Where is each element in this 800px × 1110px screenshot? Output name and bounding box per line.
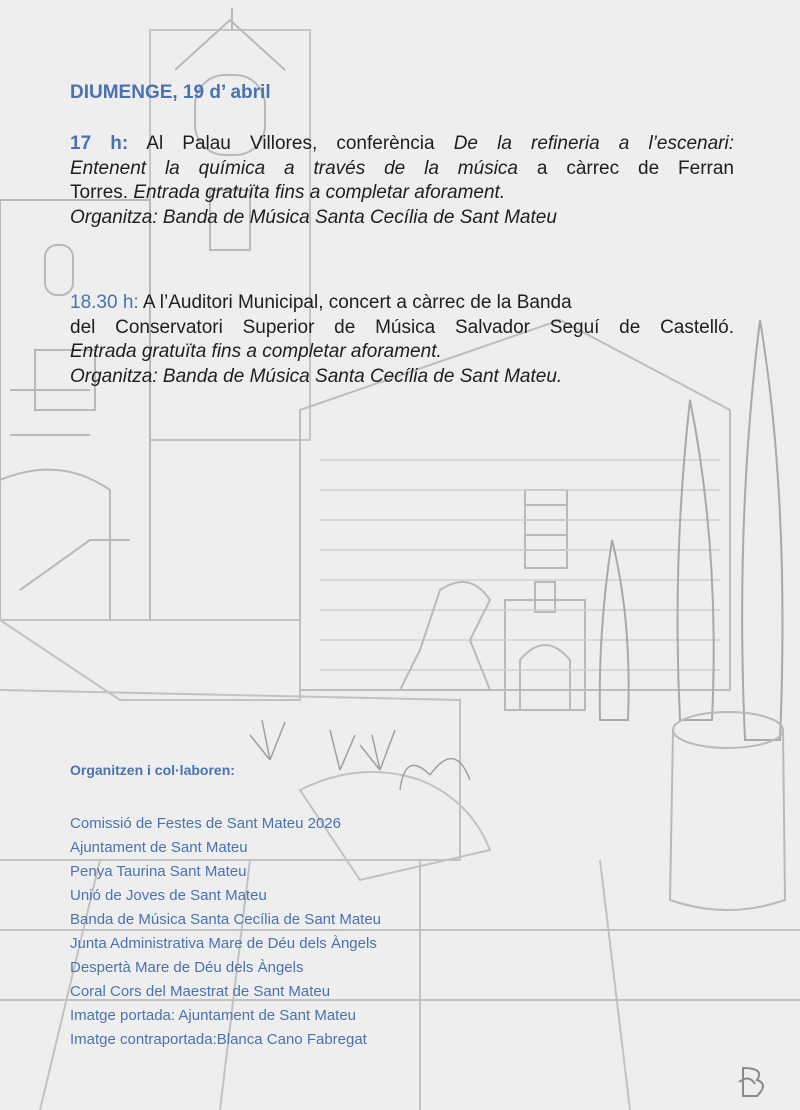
collaborators-list	[70, 812, 381, 1052]
event-conference	[70, 132, 734, 230]
event-line	[70, 291, 734, 316]
collaborator-item: Comissió de Festes de Sant Mateu 2026	[70, 815, 341, 832]
event-time: 17 h:	[70, 133, 129, 154]
event-entry-note: Entrada gratuïta fins a completar aforament.	[133, 182, 506, 203]
artist-signature	[735, 1062, 775, 1102]
collaborator-item: Penya Taurina Sant Mateu	[70, 863, 247, 880]
event-text: a càrrec de Ferran	[518, 157, 734, 179]
event-organizer: Organitza: Banda de Música Santa Cecília de Sant Mateu.	[70, 365, 563, 387]
collaborator-item: Ajuntament de Sant Mateu	[70, 839, 248, 856]
event-line	[70, 181, 734, 206]
event-title: De la refineria a l’escenari:	[453, 133, 734, 154]
collaborator-item: Coral Cors del Maestrat de Sant Mateu	[70, 983, 331, 1000]
event-time: 18.30 h:	[70, 292, 139, 313]
event-entry-note: Entrada gratuïta fins a completar aforament.	[70, 341, 442, 362]
event-text: Al Palau Villores, conferència	[146, 133, 454, 154]
collaborators-heading: Organitzen i col·laboren:	[70, 762, 235, 778]
event-title: Entenent la química a través de la música	[70, 157, 518, 179]
collaborator-item: Unió de Joves de Sant Mateu	[70, 887, 267, 904]
date-heading: DIUMENGE, 19 d’ abril	[70, 82, 271, 103]
collaborator-item: Imatge contraportada:Blanca Cano Fabregat	[70, 1031, 367, 1048]
event-text: Torres.	[70, 182, 134, 203]
collaborator-item: Banda de Música Santa Cecília de Sant Mateu	[70, 911, 382, 928]
event-line	[70, 132, 734, 157]
collaborator-item: Imatge portada: Ajuntament de Sant Mateu	[70, 1007, 357, 1024]
collaborator-item: Junta Administrativa Mare de Déu dels Àngels	[70, 935, 377, 952]
event-line	[70, 157, 734, 182]
event-concert	[70, 291, 734, 389]
event-text: A l’Auditori Municipal, concert a càrrec de la Banda	[138, 292, 572, 313]
event-organizer: Organitza: Banda de Música Santa Cecília de Sant Mateu	[70, 206, 557, 228]
event-line: del Conservatori Superior de Música Salvador Seguí de Castelló.	[70, 316, 734, 338]
collaborator-item: Despertà Mare de Déu dels Àngels	[70, 959, 304, 976]
